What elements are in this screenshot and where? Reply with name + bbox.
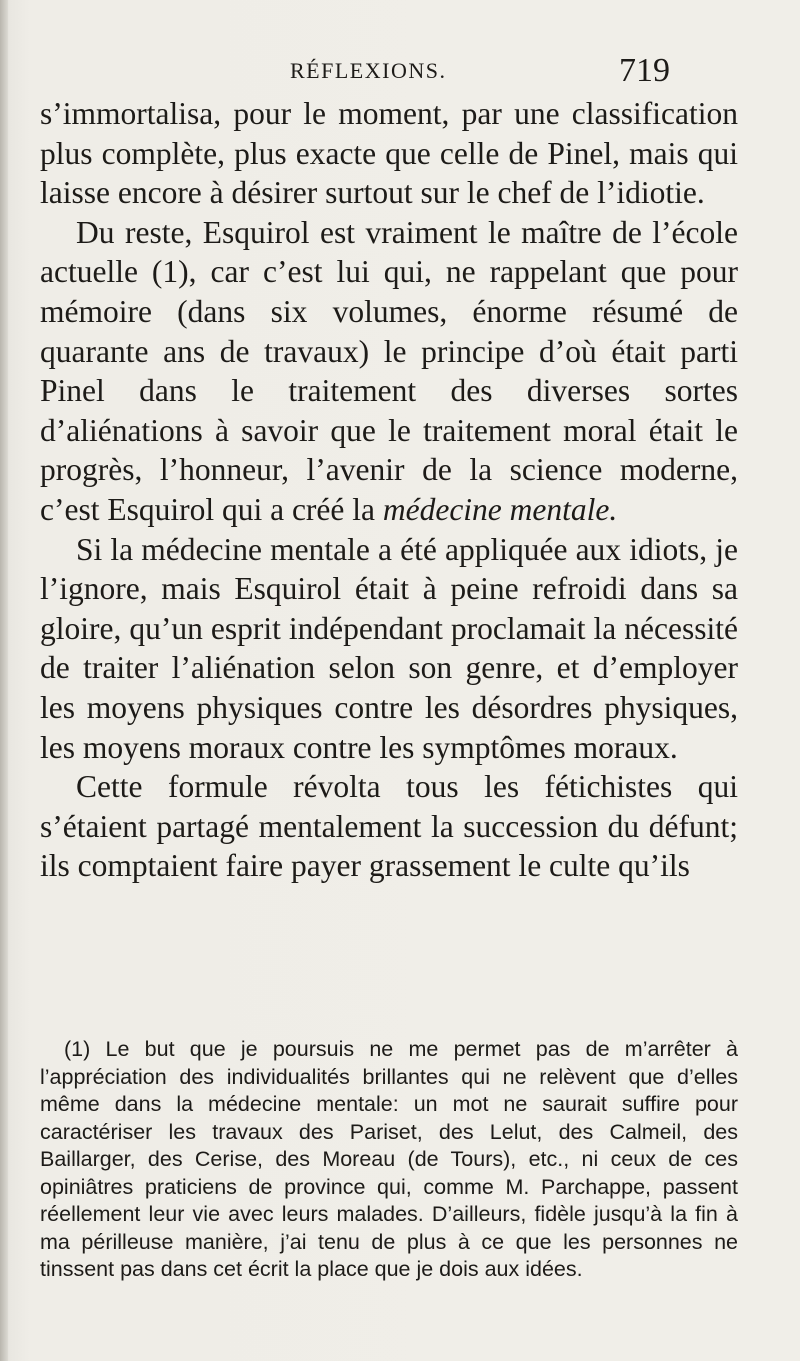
footnotes bbox=[40, 1036, 738, 1284]
paragraph-2 bbox=[40, 213, 738, 530]
paragraph-1: s’immortalisa, pour le moment, par une classification plus complète, plus exacte que celle de Pinel, mais qui laisse encore à désirer surtout sur le chef de l’idiotie. bbox=[40, 96, 738, 211]
paragraph-3: Si la médecine mentale a été appliquée aux idiots, je l’ignore, mais Esquirol était à peine refroidi dans sa gloire, qu’un esprit indépendant proclamait la nécessité de traiter l’aliénation selon son genre, et d’employer les moyens physiques contre les désordres physiques, les moyens moraux contre les symptômes moraux. bbox=[40, 531, 738, 765]
running-title: RÉFLEXIONS. bbox=[290, 58, 447, 83]
paragraph-4: Cette formule révolta tous les fétichistes qui s’étaient partagé mentalement la succession du défunt; ils comptaient faire payer grassement le culte qu’ils bbox=[40, 769, 738, 884]
main-text bbox=[40, 94, 738, 886]
paragraph-2-text: Du reste, Esquirol est vraiment le maître de l’école actuelle (1), car c’est lui qui, ne rappelant que pour mémoire (dans six volumes, énorme résumé de quarante ans de travaux) le principe d’où était parti Pinel dans le traitement des diverses sortes d’aliénations à savoir que le traitement moral était le progrès, l’honneur, l’avenir de la science moderne, c’est Esquirol qui a créé la bbox=[40, 214, 738, 527]
page-spine-shadow bbox=[0, 0, 8, 1361]
page-header bbox=[290, 52, 670, 92]
paragraph-2-emphasis: médecine mentale. bbox=[382, 491, 618, 527]
footnote-1: (1) Le but que je poursuis ne me permet pas de m’arrêter à l’appréciation des individualités brillantes qui ne relèvent que d’elles même dans la médecine mentale: un mot ne saurait suffire pour caractériser les travaux des Pariset, des Lelut, des Calmeil, des Baillarger, des Cerise, des Moreau (de Tours), etc., ni ceux de ces opiniâtres praticiens de province qui, comme M. Parchappe, passent réellement leur vie avec leurs malades. D’ailleurs, fidèle jusqu’à la fin à ma périlleuse manière, j’ai tenu de plus à ce que les personnes ne tinssent pas dans cet écrit la place que je dois aux idées. bbox=[40, 1037, 738, 1281]
page-number: 719 bbox=[619, 52, 670, 89]
